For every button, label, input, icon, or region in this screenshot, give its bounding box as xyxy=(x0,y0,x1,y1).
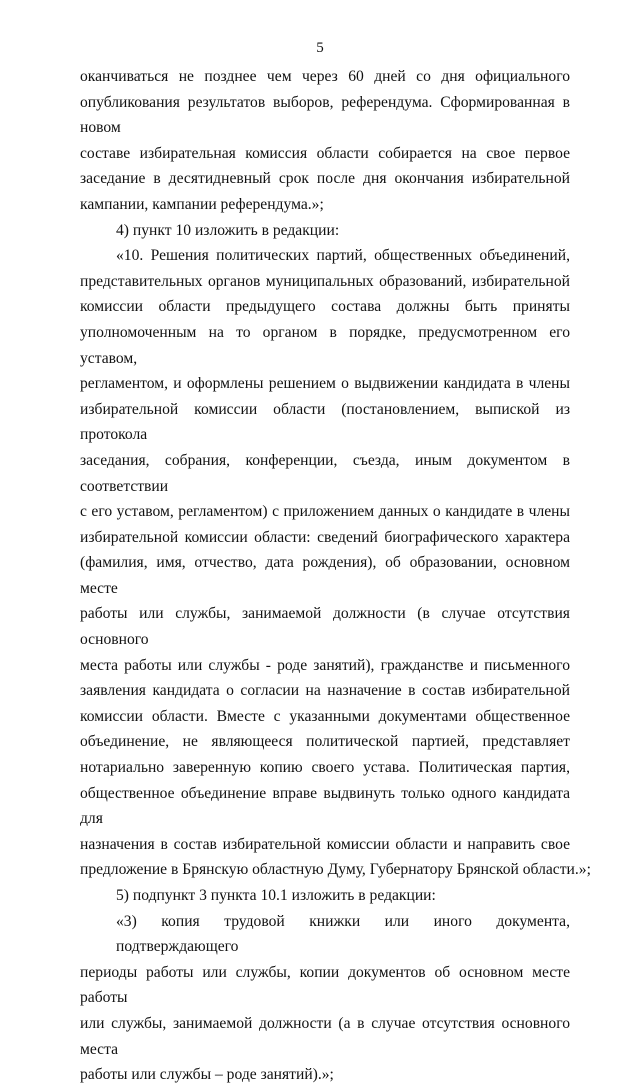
text-line: периоды работы или службы, копии документов об основном месте работы xyxy=(80,963,570,1007)
text-line: кампании, кампании референдума.»; xyxy=(80,195,324,213)
text-line: с его уставом, регламентом) с приложением данных о кандидате в члены xyxy=(80,503,570,521)
text-line: объединение, не являющееся политической партией, представляет xyxy=(80,733,570,751)
text-line: избирательной комиссии области (постановлением, выпиской из протокола xyxy=(80,400,570,444)
document-body xyxy=(80,64,591,1088)
page-number: 5 xyxy=(316,40,324,56)
text-line: заседания, собрания, конференции, съезда, иным документом в соответствии xyxy=(80,451,570,495)
text-line: или службы, занимаемой должности (а в случае отсутствия основного места xyxy=(80,1014,570,1058)
text-line: заявления кандидата о согласии на назначение в состав избирательной xyxy=(80,682,570,700)
text-line: места работы или службы - роде занятий), гражданстве и письменного xyxy=(80,656,570,674)
paragraph-clause-10 xyxy=(80,243,591,883)
text-line: опубликования результатов выборов, референдума. Сформированная в новом xyxy=(80,93,570,137)
text-line: работы или службы, занимаемой должности (в случае отсутствия основного xyxy=(80,605,570,649)
text-line: оканчиваться не позднее чем через 60 дней со дня официального xyxy=(80,68,570,85)
text-line: нотариально заверенную копию своего устава. Политическая партия, xyxy=(80,759,570,777)
text-line: 4) пункт 10 изложить в редакции: xyxy=(116,221,340,239)
text-line: «3) копия трудовой книжки или иного документа, подтверждающего xyxy=(116,912,570,956)
text-line: регламентом, и оформлены решением о выдвижении кандидата в члены xyxy=(80,375,570,393)
text-line: представительных органов муниципальных образований, избирательной xyxy=(80,272,570,290)
paragraph-item-4 xyxy=(80,218,570,244)
text-line: избирательной комиссии области: сведений биографического характера xyxy=(80,528,570,546)
text-line: общественное объединение вправе выдвинуть только одного кандидата для xyxy=(80,784,570,828)
text-line: заседание в десятидневный срок после дня окончания избирательной xyxy=(80,170,570,188)
text-line: уполномоченным на то органом в порядке, предусмотренном его уставом, xyxy=(80,323,570,367)
text-line: комиссии области. Вместе с указанными документами общественное xyxy=(80,707,570,725)
text-line: составе избирательная комиссия области собирается на свое первое xyxy=(80,144,570,162)
text-line: предложение в Брянскую областную Думу, Губернатору Брянской области.»; xyxy=(80,861,591,879)
text-line: работы или службы – роде занятий).»; xyxy=(80,1066,334,1084)
text-line: назначения в состав избирательной комиссии области и направить свое xyxy=(80,835,570,853)
paragraph-continuation xyxy=(80,64,570,218)
text-line: (фамилия, имя, отчество, дата рождения), об образовании, основном месте xyxy=(80,554,570,597)
text-line: комиссии области предыдущего состава должны быть приняты xyxy=(80,298,570,316)
paragraph-subclause-3 xyxy=(80,909,570,1088)
text-line: «10. Решения политических партий, общественных объединений, xyxy=(116,247,570,265)
text-line: 5) подпункт 3 пункта 10.1 изложить в редакции: xyxy=(116,887,436,904)
